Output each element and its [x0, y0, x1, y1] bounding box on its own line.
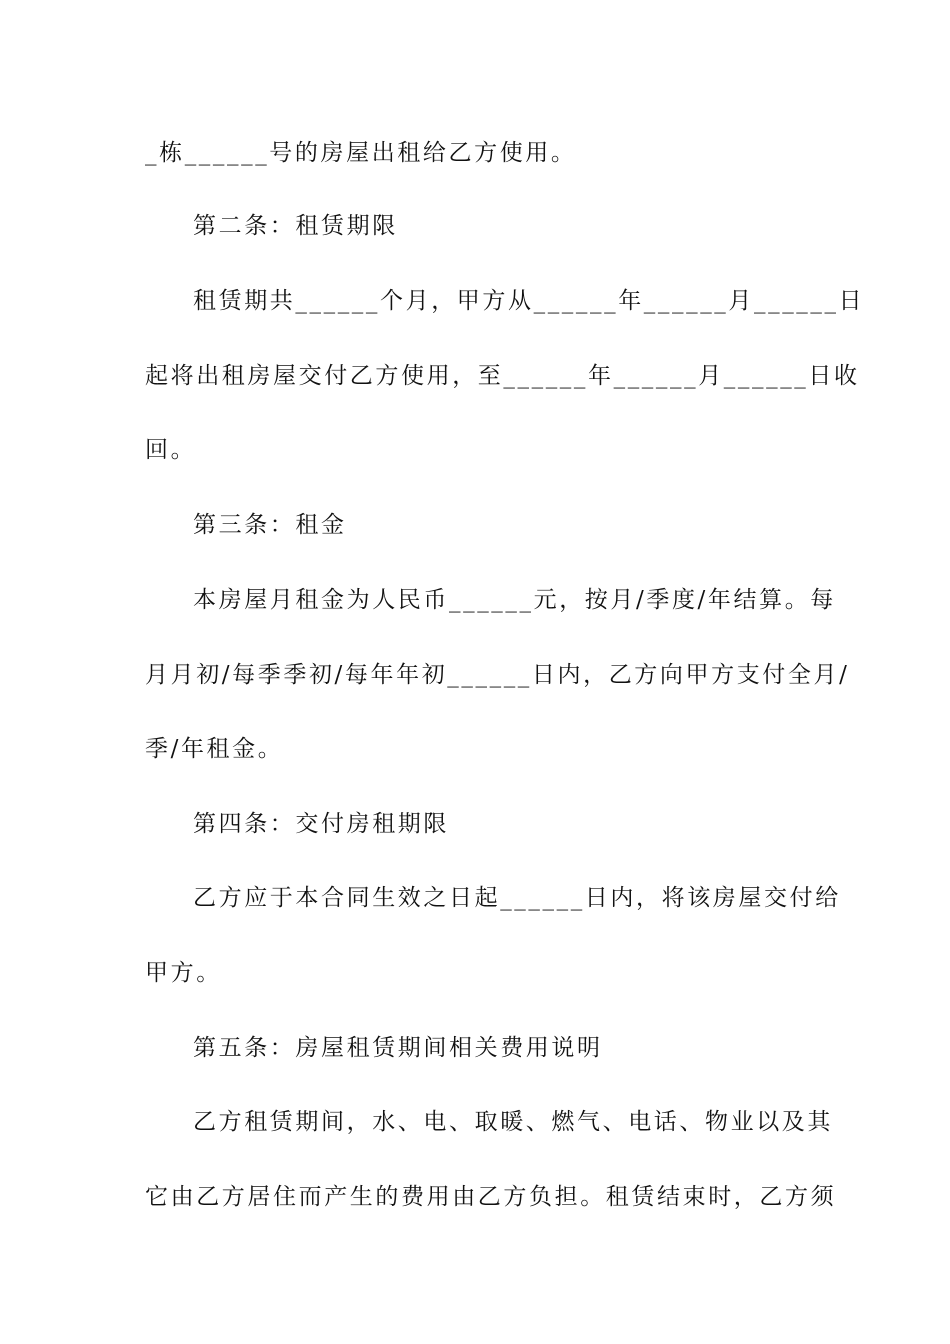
section-heading-rent: 第三条：租金: [193, 512, 347, 538]
body-text-line: 租赁期共______个月，甲方从______年______月______日: [193, 288, 865, 314]
body-text-line: 回。: [145, 437, 197, 463]
body-text-line: 甲方。: [145, 960, 222, 986]
body-text-line: _栋______号的房屋出租给乙方使用。: [145, 140, 577, 166]
body-text-line: 乙方应于本合同生效之日起______日内，将该房屋交付给: [193, 885, 841, 911]
section-heading-rent-payment: 第四条：交付房租期限: [193, 811, 449, 837]
body-text-line: 起将出租房屋交付乙方使用，至______年______月______日收: [145, 363, 860, 389]
body-text-line: 月月初/每季季初/每年年初______日内，乙方向甲方支付全月/: [145, 662, 850, 688]
section-heading-lease-term: 第二条：租赁期限: [193, 213, 398, 239]
body-text-line: 季/年租金。: [145, 736, 284, 762]
body-text-line: 乙方租赁期间，水、电、取暖、燃气、电话、物业以及其: [193, 1109, 833, 1135]
body-text-line: 它由乙方居住而产生的费用由乙方负担。租赁结束时，乙方须: [145, 1184, 837, 1210]
body-text-line: 本房屋月租金为人民币______元，按月/季度/年结算。每: [193, 587, 836, 613]
section-heading-fees: 第五条：房屋租赁期间相关费用说明: [193, 1035, 603, 1061]
